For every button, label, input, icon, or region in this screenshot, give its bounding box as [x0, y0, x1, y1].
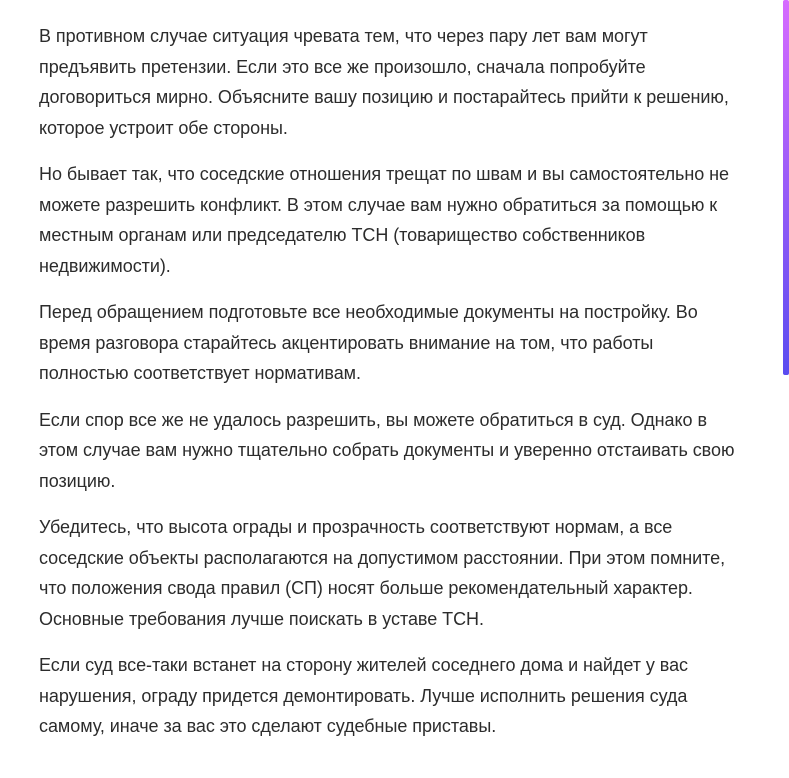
- article-paragraph: Перед обращением подготовьте все необходимые документы на постройку. Во время разговора старайтесь акцентировать внимание на том, что работы полностью соответствует нормативам.: [39, 302, 698, 383]
- article-paragraph: Убедитесь, что высота ограды и прозрачность соответствуют нормам, а все соседские объекты располагаются на допустимом расстоянии. При этом помните, что положения свода правил (СП) носят больше рекомендательный характер. Основные требования лучше поискать в уставе ТСН.: [39, 517, 726, 629]
- reading-progress-bar: [783, 0, 789, 375]
- article-paragraph: Если спор все же не удалось разрешить, вы можете обратиться в суд. Однако в этом случае вам нужно тщательно собрать документы и уверенно отстаивать свою позицию.: [39, 409, 735, 491]
- article-paragraph: В противном случае ситуация чревата тем, что через пару лет вам могут предъявить претензии. Если это все же произошло, сначала попробуйте договориться мирно. Объясните вашу позицию и постарайтесь прийти к решению, которое устроит обе стороны.: [39, 26, 729, 138]
- article-paragraph: Но бывает так, что соседские отношения трещат по швам и вы самостоятельно не можете разрешить конфликт. В этом случае вам нужно обратиться за помощью к местным органам или председателю ТСН (товарищество собственников недвижимости).: [39, 164, 730, 276]
- article-paragraph: Если суд все-таки встанет на сторону жителей соседнего дома и найдет у вас нарушения, ограду придется демонтировать. Лучше исполнить решения суда самому, иначе за вас это сделают судебные приставы.: [39, 655, 688, 736]
- article-body: [39, 21, 739, 758]
